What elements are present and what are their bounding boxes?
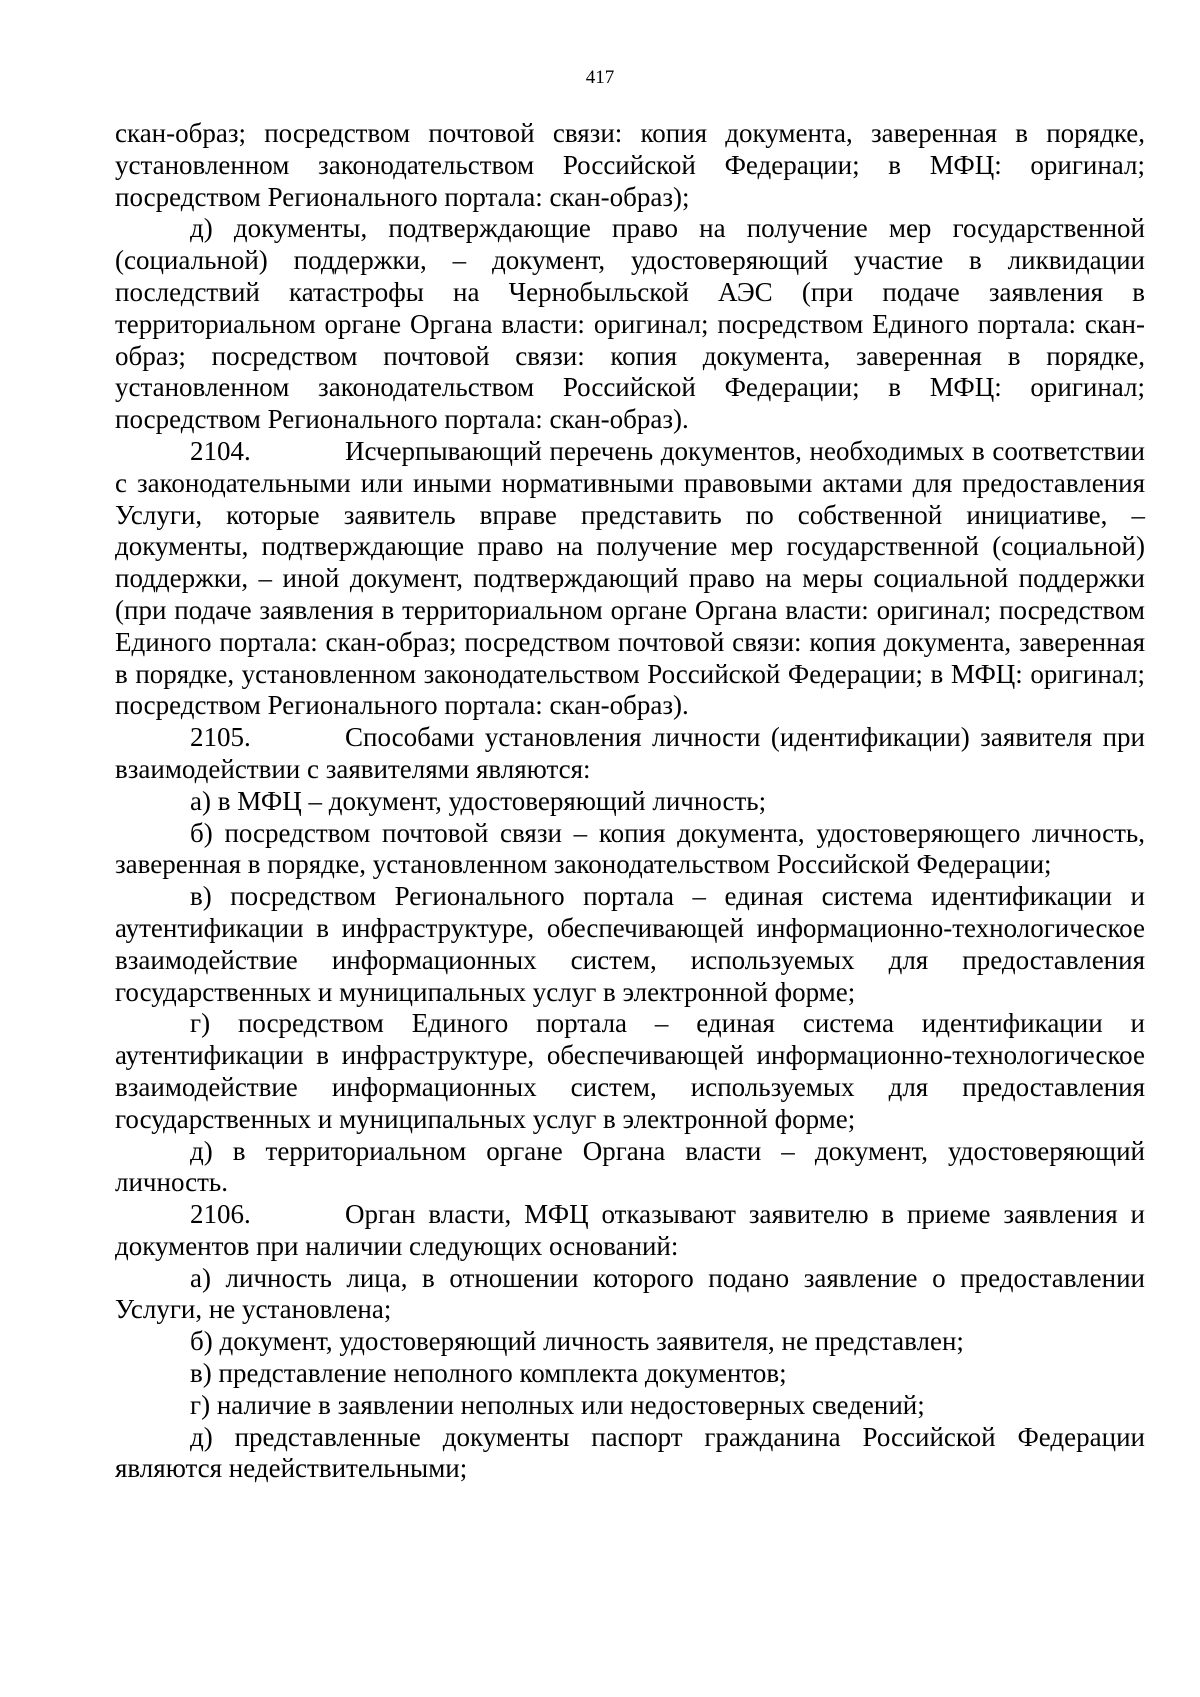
paragraph-number: 2104. bbox=[190, 435, 251, 466]
list-item: д) представленные документы паспорт гражданина Российской Федерации являются недействительными; bbox=[115, 1421, 1145, 1484]
numbered-paragraph-2106 bbox=[115, 1199, 1145, 1263]
paragraph-text: Способами установления личности (идентификации) заявителя при взаимодействии с заявителями являются: bbox=[115, 722, 1145, 784]
paragraph-text: Орган власти, МФЦ отказывают заявителю в приеме заявления и документов при наличии следующих оснований: bbox=[115, 1199, 1145, 1261]
paragraph-text: Исчерпывающий перечень документов, необходимых в соответствии с законодательными или иными нормативными правовыми актами для предоставления Услуги, которые заявитель вправе представить по собственной инициативе, – документы, подтверждающие право на получение мер государственной (социальной) поддержки, – иной документ, подтверждающий право на меры социальной поддержки (при подаче заявления в территориальном органе Органа власти: оригинал; посредством Единого портала: скан-образ; посредством почтовой связи: копия документа, заверенная в порядке, установленном законодательством Российской Федерации; в МФЦ: оригинал; посредством Регионального портала: скан-образ). bbox=[115, 435, 1145, 721]
list-item: б) посредством почтовой связи – копия документа, удостоверяющего личность, заверенная в порядке, установленном законодательством Российской Федерации; bbox=[115, 817, 1145, 880]
list-item: в) посредством Регионального портала – единая система идентификации и аутентификации в инфраструктуре, обеспечивающей информационно-технологическое взаимодействие информационных систем, используемых для предоставления государственных и муниципальных услуг в электронной форме; bbox=[115, 881, 1145, 1007]
numbered-paragraph-2104 bbox=[115, 436, 1145, 722]
list-item: а) личность лица, в отношении которого подано заявление о предоставлении Услуги, не установлена; bbox=[115, 1262, 1145, 1325]
list-item: а) в МФЦ – документ, удостоверяющий личность; bbox=[190, 785, 767, 816]
paragraph-number: 2105. bbox=[190, 722, 251, 753]
paragraph: скан-образ; посредством почтовой связи: копия документа, заверенная в порядке, установленном законодательством Российской Федерации; в МФЦ: оригинал; посредством Регионального портала: скан-образ); bbox=[115, 118, 1145, 212]
document-body bbox=[115, 118, 1145, 1485]
list-item: в) представление неполного комплекта документов; bbox=[190, 1358, 787, 1389]
list-item: б) документ, удостоверяющий личность заявителя, не представлен; bbox=[190, 1326, 964, 1357]
page-number: 417 bbox=[585, 67, 615, 88]
paragraph-number: 2106. bbox=[190, 1199, 251, 1230]
list-item: г) наличие в заявлении неполных или недостоверных сведений; bbox=[190, 1389, 925, 1420]
numbered-paragraph-2105 bbox=[115, 722, 1145, 786]
paragraph: д) документы, подтверждающие право на получение мер государственной (социальной) поддержки, – документ, удостоверяющий участие в ликвидации последствий катастрофы на Чернобыльской АЭС (при подаче заявления в территориальном органе Органа власти: оригинал; посредством Единого портала: скан-образ; посредством почтовой связи: копия документа, заверенная в порядке, установленном законодательством Российской Федерации; в МФЦ: оригинал; посредством Регионального портала: скан-образ). bbox=[115, 213, 1145, 435]
list-item: д) в территориальном органе Органа власти – документ, удостоверяющий личность. bbox=[115, 1135, 1145, 1198]
list-item: г) посредством Единого портала – единая система идентификации и аутентификации в инфраструктуре, обеспечивающей информационно-технологическое взаимодействие информационных систем, используемых для предоставления государственных и муниципальных услуг в электронной форме; bbox=[115, 1008, 1145, 1134]
